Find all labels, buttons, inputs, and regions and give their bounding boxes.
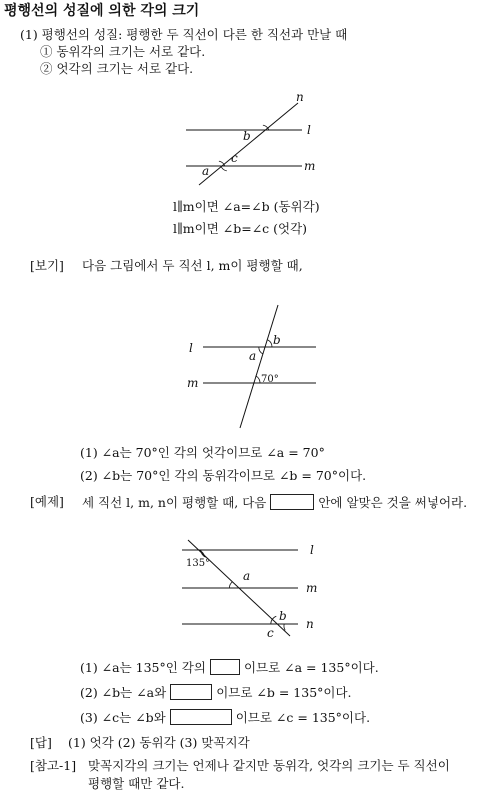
rule-corresponding: l∥m이면 ∠a=∠b (동위각): [173, 199, 320, 214]
note-line-2: 평행할 때만 같다.: [88, 776, 185, 791]
label-l: l: [307, 123, 311, 137]
label-m: m: [187, 376, 199, 390]
property-item-1: ① 동위각의 크기는 서로 같다.: [40, 44, 206, 59]
label-m: m: [306, 581, 318, 595]
angle-arc-c: [284, 624, 285, 630]
note-label: [참고-1]: [30, 758, 77, 773]
label-n: n: [306, 617, 314, 631]
label-l: l: [310, 543, 314, 557]
example-text: 다음 그림에서 두 직선 l, m이 평행할 때,: [82, 258, 303, 273]
answer-blank-1[interactable]: [210, 659, 240, 675]
problem-label: [예제]: [30, 494, 64, 509]
problem-text-before: 세 직선 l, m, n이 평행할 때, 다음: [82, 495, 267, 510]
answer-blank-3[interactable]: [170, 709, 232, 725]
note-line-1: 맞꼭지각의 크기는 언제나 같지만 동위각, 엇각의 크기는 두 직선이: [88, 758, 450, 773]
label-a: a: [249, 349, 257, 363]
label-70-degrees: 70°: [261, 374, 279, 385]
example-answer-1: (1) ∠a는 70°인 각의 엇각이므로 ∠a = 70°: [80, 445, 325, 460]
label-c: c: [267, 626, 274, 640]
question-3: [80, 709, 370, 725]
question-3-before: (3) ∠c는 ∠b와: [80, 710, 166, 725]
answer-label: [답]: [30, 735, 52, 750]
section-heading: (1) 평행선의 성질: 평행한 두 직선이 다른 한 직선과 만날 때: [20, 27, 348, 42]
label-n: n: [296, 90, 304, 104]
label-b: b: [279, 609, 287, 623]
example-answer-2: (2) ∠b는 70°인 각의 동위각이므로 ∠b = 70°이다.: [80, 468, 367, 483]
label-a: a: [202, 164, 210, 178]
property-item-2: ② 엇각의 크기는 서로 같다.: [40, 61, 194, 76]
question-2: [80, 684, 352, 700]
label-b: b: [273, 333, 281, 347]
page-title: 평행선의 성질에 의한 각의 크기: [4, 3, 200, 19]
problem-text-after: 안에 알맞은 것을 써넣어라.: [318, 495, 468, 510]
label-b: b: [243, 129, 251, 143]
example-label: [보기]: [30, 258, 64, 273]
angle-arc-a: [229, 582, 232, 588]
label-a: a: [243, 569, 251, 583]
question-2-after: 이므로 ∠b = 135°이다.: [216, 685, 352, 700]
question-1-before: (1) ∠a는 135°인 각의: [80, 660, 206, 675]
label-m: m: [304, 159, 316, 173]
question-2-before: (2) ∠b는 ∠a와: [80, 685, 167, 700]
label-l: l: [189, 341, 193, 355]
label-135-degrees: 135°: [186, 558, 211, 569]
rule-alternate: l∥m이면 ∠b=∠c (엇각): [173, 221, 308, 236]
answer-text: (1) 엇각 (2) 동위각 (3) 맞꼭지각: [68, 735, 250, 750]
label-c: c: [231, 151, 238, 165]
answer-blank-2[interactable]: [170, 684, 212, 700]
question-1-after: 이므로 ∠a = 135°이다.: [243, 660, 379, 675]
question-1: [80, 659, 379, 675]
question-3-after: 이므로 ∠c = 135°이다.: [235, 710, 371, 725]
